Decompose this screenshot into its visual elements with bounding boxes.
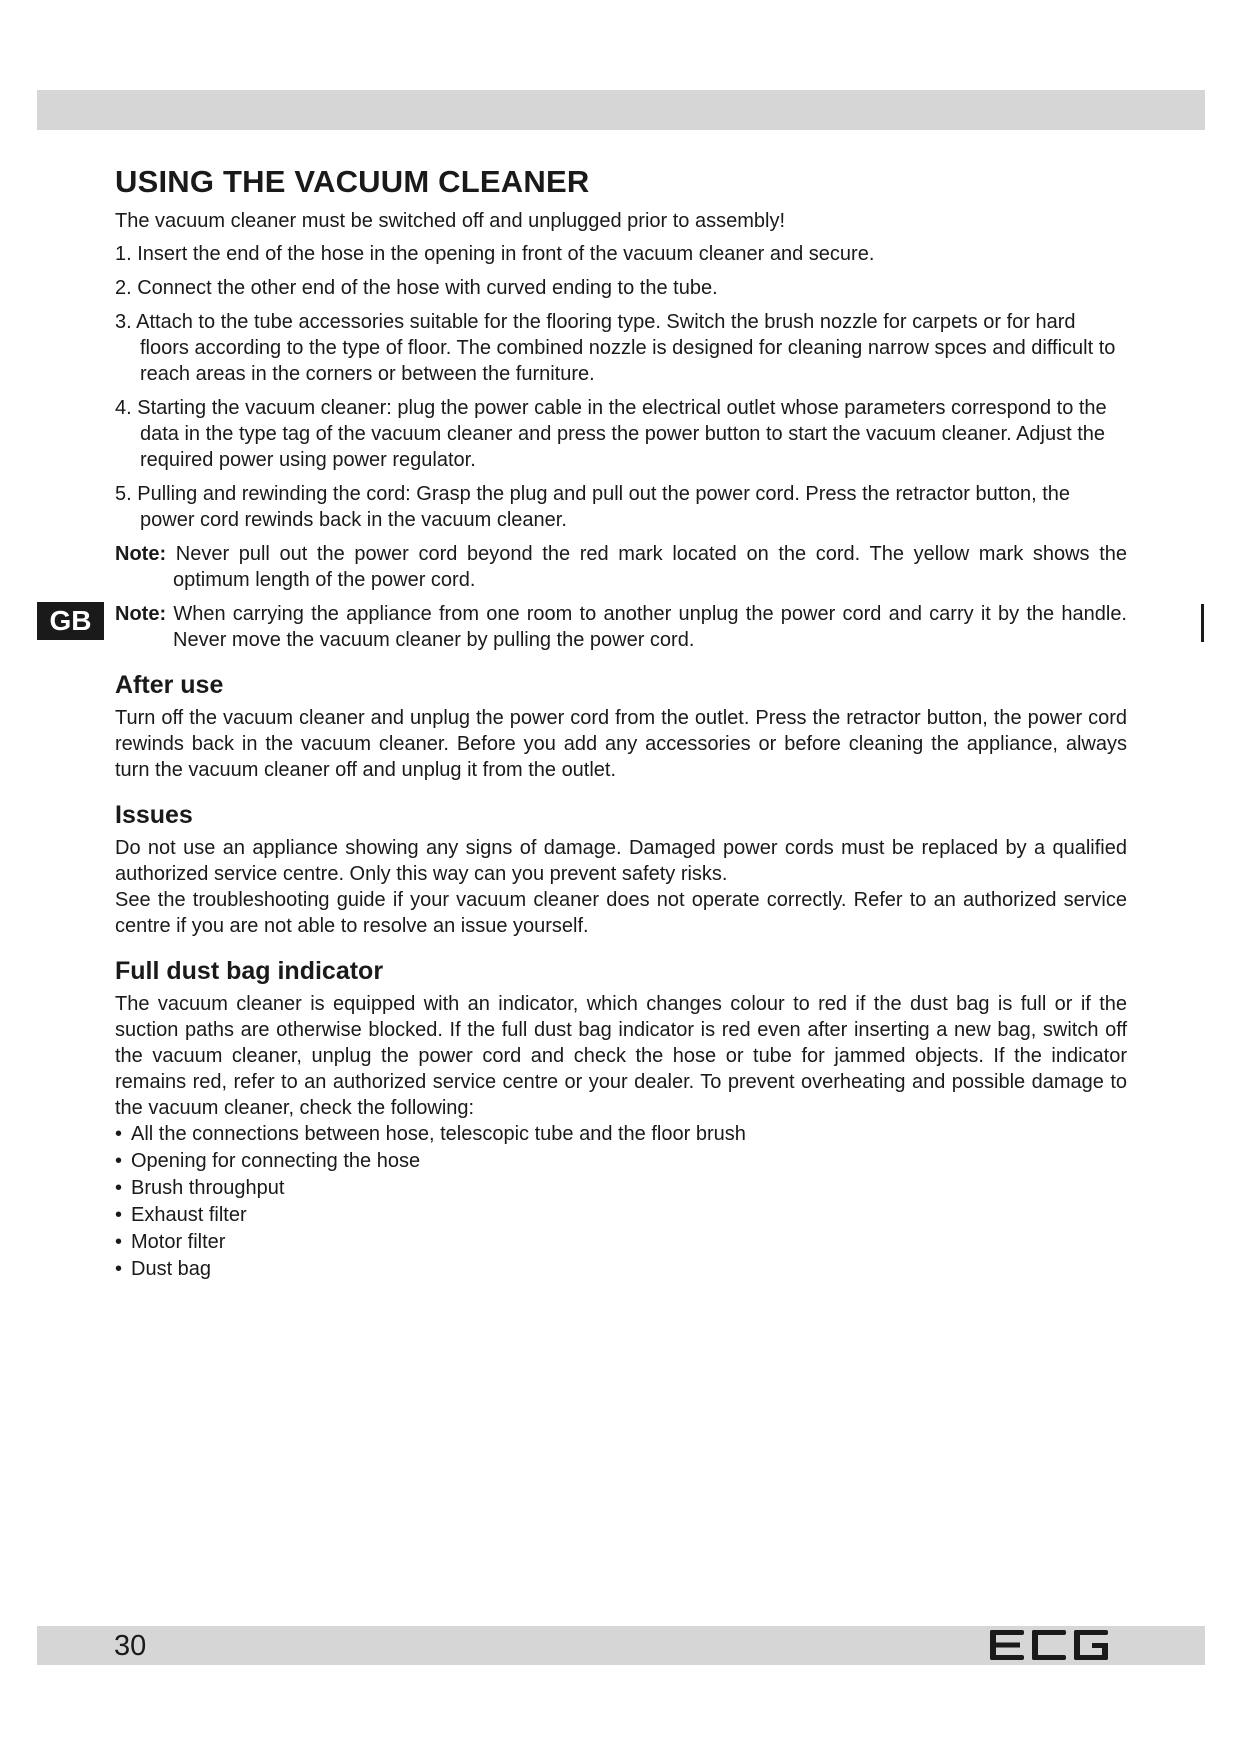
after-use-heading: After use xyxy=(115,671,224,699)
assembly-warning: The vacuum cleaner must be switched off and unplugged prior to assembly! xyxy=(115,210,785,232)
after-use-section xyxy=(115,667,1127,783)
step-3: 3. Attach to the tube accessories suitable for the flooring type. Switch the brush nozzle for carpets or for hard floors according to the type of floor. The combined nozzle is designed for cleaning narrow spces and difficult to reach areas in the corners or between the furniture. xyxy=(115,311,1116,385)
after-use-text: Turn off the vacuum cleaner and unplug the power cord from the outlet. Press the retractor button, the power cord rewinds back in the vacuum cleaner. Before you add any accessories or before cleaning the appliance, always turn the vacuum cleaner off and unplug it from the outlet. xyxy=(115,707,1127,781)
page-title: USING THE VACUUM CLEANER xyxy=(115,164,590,199)
troubleshooting-text: See the troubleshooting guide if your vacuum cleaner does not operate correctly. Refer to an authorized service centre if you are not able to resolve an issue yourself. xyxy=(115,889,1127,937)
language-tab: GB xyxy=(37,602,104,640)
list-item: • Brush throughput xyxy=(115,1175,1127,1202)
list-item: • Motor filter xyxy=(115,1229,1127,1256)
indicator-section xyxy=(115,953,1127,1283)
step-5: 5. Pulling and rewinding the cord: Grasp the plug and pull out the power cord. Press the retractor button, the power cord rewinds back in the vacuum cleaner. xyxy=(115,483,1071,531)
page-number: 30 xyxy=(114,1630,147,1662)
indicator-text: The vacuum cleaner is equipped with an indicator, which changes colour to red if the dust bag is full or if the suction paths are otherwise blocked. If the full dust bag indicator is red even after inserting a new bag, switch off the vacuum cleaner, unplug the power cord and check the hose or tube for jammed objects. If the indicator remains red, refer to an authorized service centre or your dealer. To prevent overheating and possible damage to the vacuum cleaner, check the following: xyxy=(115,993,1127,1119)
note-text: Never pull out the power cord beyond the red mark located on the cord. The yellow mark shows the optimum length of the power cord. xyxy=(173,543,1127,591)
margin-marker xyxy=(1201,604,1204,642)
ecg-logo xyxy=(990,1630,1110,1660)
note-label: Note: xyxy=(115,543,167,565)
step-1: 1. Insert the end of the hose in the opening in front of the vacuum cleaner and secure. xyxy=(115,243,875,265)
indicator-heading: Full dust bag indicator xyxy=(115,957,384,985)
step-4: 4. Starting the vacuum cleaner: plug the power cable in the electrical outlet whose parameters correspond to the data in the type tag of the vacuum cleaner and press the power button to start the vacuum cleaner. Adjust the required power using power regulator. xyxy=(115,397,1107,471)
note-label: Note: xyxy=(115,603,167,625)
note-2 xyxy=(115,601,1127,653)
header-bar xyxy=(37,90,1205,130)
check-list xyxy=(115,1121,1127,1283)
list-item: • Opening for connecting the hose xyxy=(115,1148,1127,1175)
list-item: • Dust bag xyxy=(115,1256,1127,1283)
list-item: • Exhaust filter xyxy=(115,1202,1127,1229)
issues-text: Do not use an appliance showing any signs of damage. Damaged power cords must be replaced by a qualified authorized service centre. Only this way can you prevent safety risks. xyxy=(115,837,1127,885)
page-content xyxy=(115,160,1127,1283)
note-1 xyxy=(115,541,1127,593)
list-item: • All the connections between hose, telescopic tube and the floor brush xyxy=(115,1121,1127,1148)
note-text: When carrying the appliance from one room to another unplug the power cord and carry it by the handle. Never move the vacuum cleaner by pulling the power cord. xyxy=(173,603,1127,651)
issues-section xyxy=(115,797,1127,939)
issues-heading: Issues xyxy=(115,801,193,829)
step-2: 2. Connect the other end of the hose with curved ending to the tube. xyxy=(115,277,718,299)
